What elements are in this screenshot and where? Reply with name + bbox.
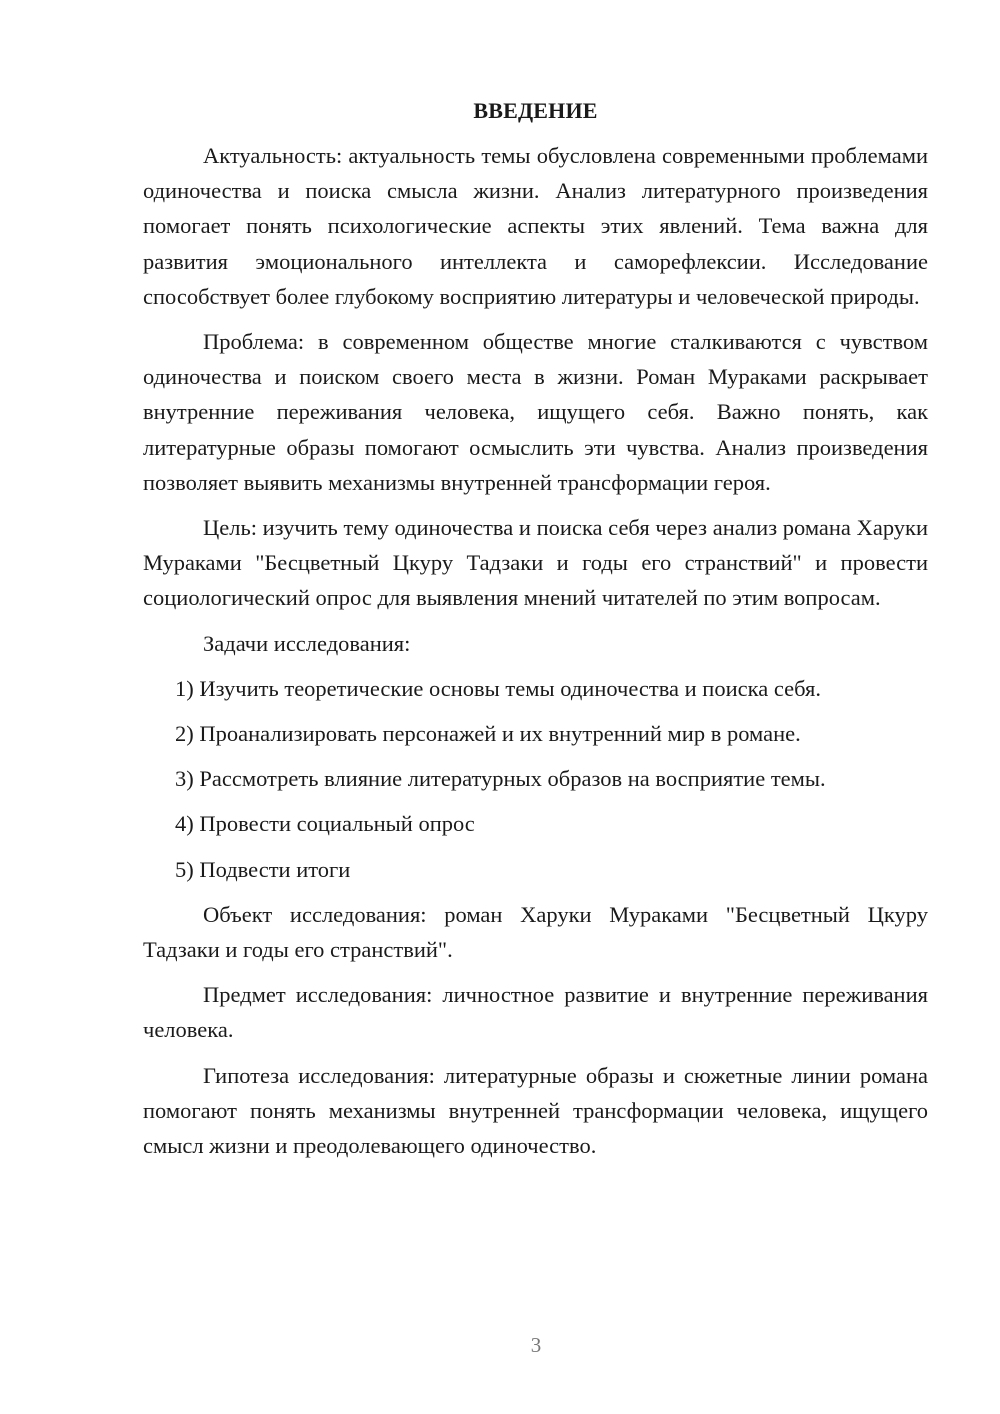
- task-item-2: 2) Проанализировать персонажей и их внутренний мир в романе.: [175, 721, 801, 747]
- paragraph-subject: Предмет исследования: личностное развитие и внутренние переживания человека.: [143, 982, 928, 1043]
- section-title: ВВЕДЕНИЕ: [473, 98, 598, 123]
- task-item-3: 3) Рассмотреть влияние литературных образов на восприятие темы.: [175, 766, 826, 792]
- task-item-5: 5) Подвести итоги: [175, 856, 351, 882]
- paragraph-object: Объект исследования: роман Харуки Мураками "Бесцветный Цкуру Тадзаки и годы его странствий".: [143, 901, 928, 963]
- paragraph-hypothesis: Гипотеза исследования: литературные образы и сюжетные линии романа помогают понять механизмы внутренней трансформации человека, ищущего смысл жизни и преодолевающего одиночество.: [143, 1062, 928, 1159]
- task-item-4: 4) Провести социальный опрос: [175, 811, 475, 837]
- paragraph-relevance: Актуальность: актуальность темы обусловлена современными проблемами одиночества и поиска смысла жизни. Анализ литературного произведения помогает понять психологические аспекты этих явлений. Тема важна для развития эмоционального интеллекта и саморефлексии. Исследование способствует более глубокому восприятию литературы и человеческой природы.: [143, 143, 928, 309]
- task-item-1: 1) Изучить теоретические основы темы одиночества и поиска себя.: [175, 675, 821, 701]
- paragraph-goal: Цель: изучить тему одиночества и поиска себя через анализ романа Харуки Мураками "Бесцветный Цкуру Тадзаки и годы его странствий" и провести социологический опрос для выявления мнений читателей по этим вопросам.: [143, 515, 928, 611]
- tasks-list: [143, 671, 928, 887]
- document-page: [143, 96, 928, 1173]
- page-number: 3: [530, 1333, 542, 1357]
- tasks-heading: Задачи исследования:: [203, 630, 411, 656]
- paragraph-problem: Проблема: в современном обществе многие сталкиваются с чувством одиночества и поиском своего места в жизни. Роман Мураками раскрывает внутренние переживания человека, ищущего себя. Важно понять, как литературные образы помогают осмыслить эти чувства. Анализ произведения позволяет выявить механизмы внутренней трансформации героя.: [143, 329, 928, 495]
